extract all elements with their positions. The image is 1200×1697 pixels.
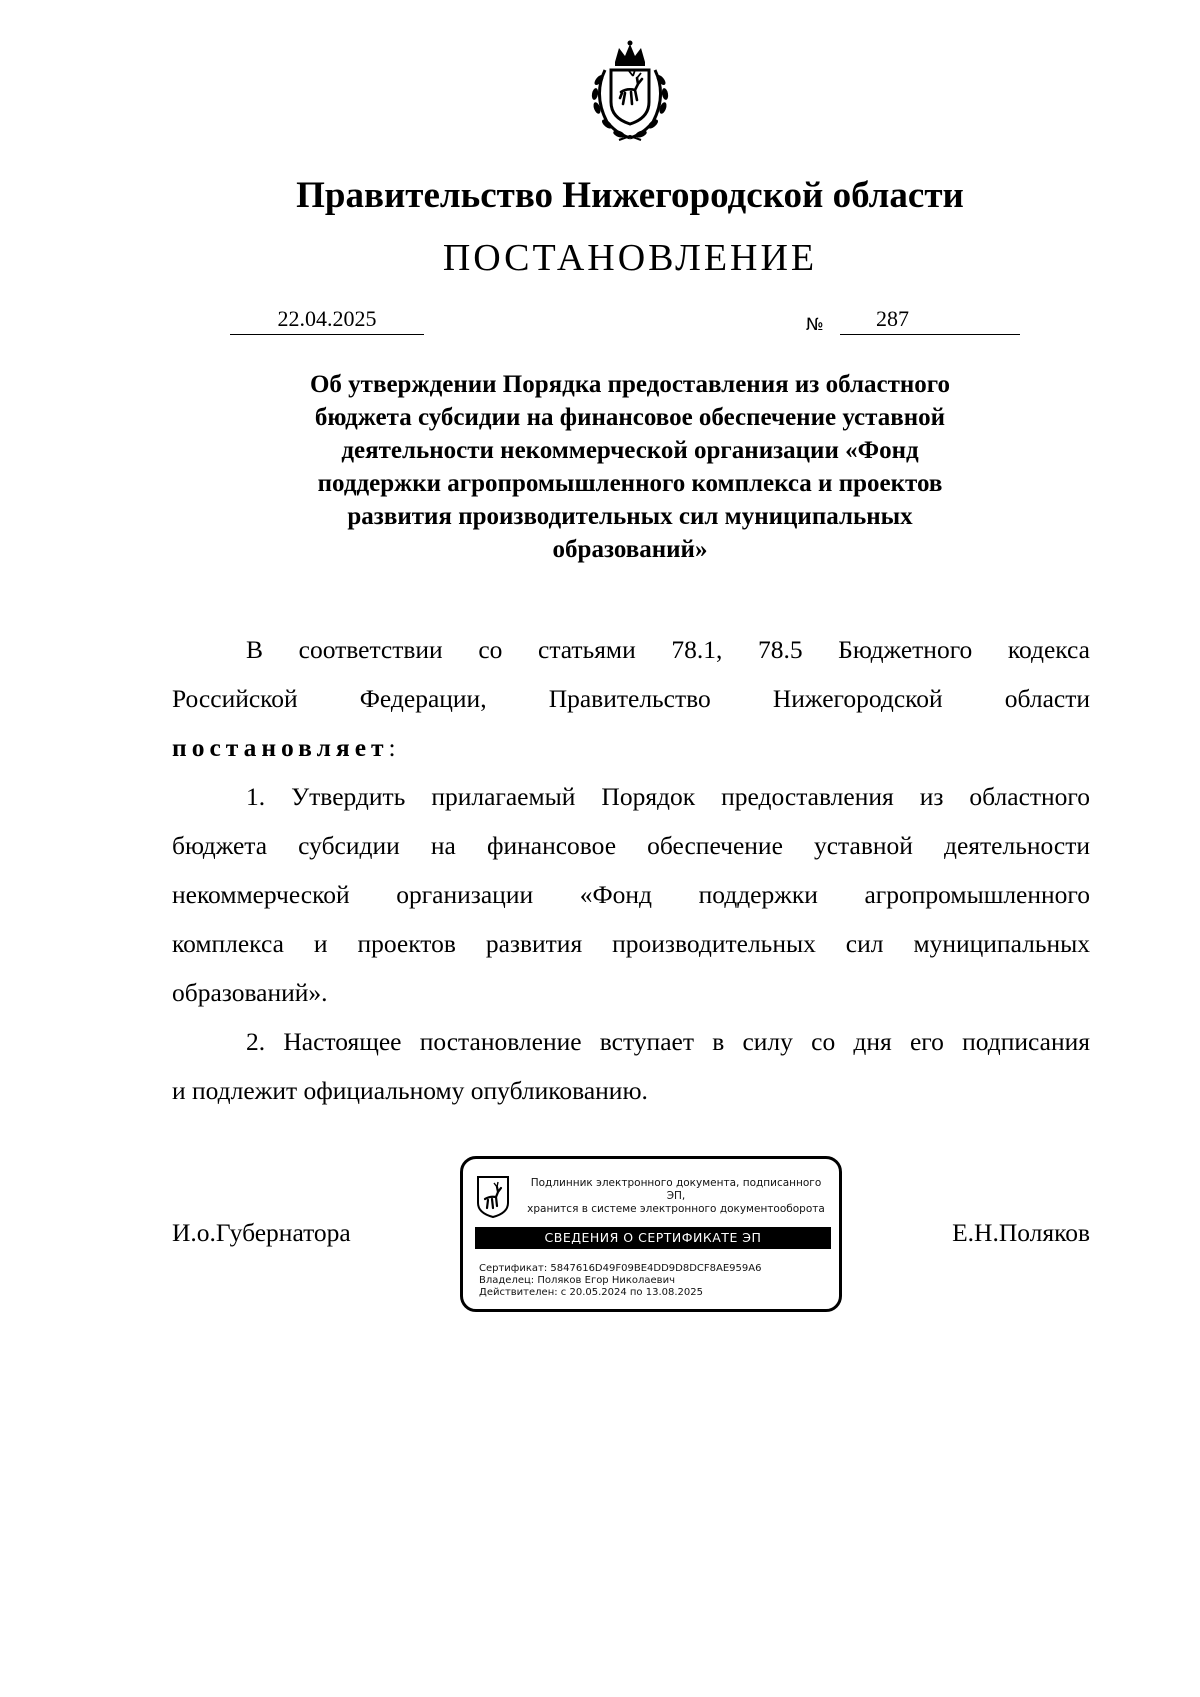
number-sign: № [806, 315, 824, 335]
certificate-header-bar: СВЕДЕНИЯ О СЕРТИФИКАТЕ ЭП [475, 1227, 831, 1249]
stamp-note-line: Подлинник электронного документа, подписанного ЭП, [530, 1177, 822, 1202]
document-number: 287 [876, 306, 909, 331]
subject-line: поддержки агропромышленного комплекса и проектов [317, 470, 943, 497]
body-line: и подлежит официальному опубликованию. [172, 1076, 648, 1105]
subject-line: Об утверждении Порядка предоставления из областного [309, 371, 950, 398]
signer-name: Е.Н.Поляков [952, 1218, 1090, 1247]
resolves-word: постановляет [172, 733, 389, 762]
government-title: Правительство Нижегородской области [296, 175, 964, 216]
certificate-id: Сертификат: 5847616D49F09BE4DD9D8DCF8AE959A6 [479, 1263, 762, 1274]
digital-signature-stamp [460, 1156, 842, 1312]
stamp-note [521, 1177, 831, 1216]
document-type: ПОСТАНОВЛЕНИЕ [442, 237, 818, 279]
signer-position: И.о.Губернатора [172, 1218, 351, 1247]
certificate-validity: Действителен: с 20.05.2024 по 13.08.2025 [479, 1287, 703, 1298]
deer-emblem-icon [476, 1175, 510, 1219]
coat-of-arms-icon [575, 40, 685, 146]
subject-line: развития производительных сил муниципальных [347, 503, 913, 530]
document-subject [240, 368, 1020, 566]
stamp-note-line: хранится в системе электронного документооборота [527, 1203, 825, 1215]
body-line: бюджета субсидии на финансовое обеспечение уставной деятельности [172, 831, 1090, 860]
certificate-details [479, 1263, 761, 1299]
body-line: 1. Утвердить прилагаемый Порядок предоставления из областного [246, 782, 1090, 811]
document-body [172, 625, 1090, 1115]
certificate-owner: Владелец: Поляков Егор Николаевич [479, 1275, 675, 1286]
document-date: 22.04.2025 [230, 306, 424, 335]
body-line: некоммерческой организации «Фонд поддержки агропромышленного [172, 880, 1090, 909]
resolves-line [172, 723, 1090, 772]
document-number-field [840, 306, 1020, 335]
resolves-colon: : [388, 733, 396, 762]
subject-line: деятельности некоммерческой организации «Фонд [341, 437, 919, 464]
subject-line: бюджета субсидии на финансовое обеспечение уставной [314, 404, 946, 431]
body-line: образований». [172, 978, 328, 1007]
body-line: Российской Федерации, Правительство Нижегородской области [172, 684, 1090, 713]
body-line: В соответствии со статьями 78.1, 78.5 Бюджетного кодекса [246, 635, 1090, 664]
body-line: 2. Настоящее постановление вступает в силу со дня его подписания [246, 1027, 1090, 1056]
subject-line: образований» [552, 536, 708, 563]
body-line: комплекса и проектов развития производительных сил муниципальных [172, 929, 1090, 958]
